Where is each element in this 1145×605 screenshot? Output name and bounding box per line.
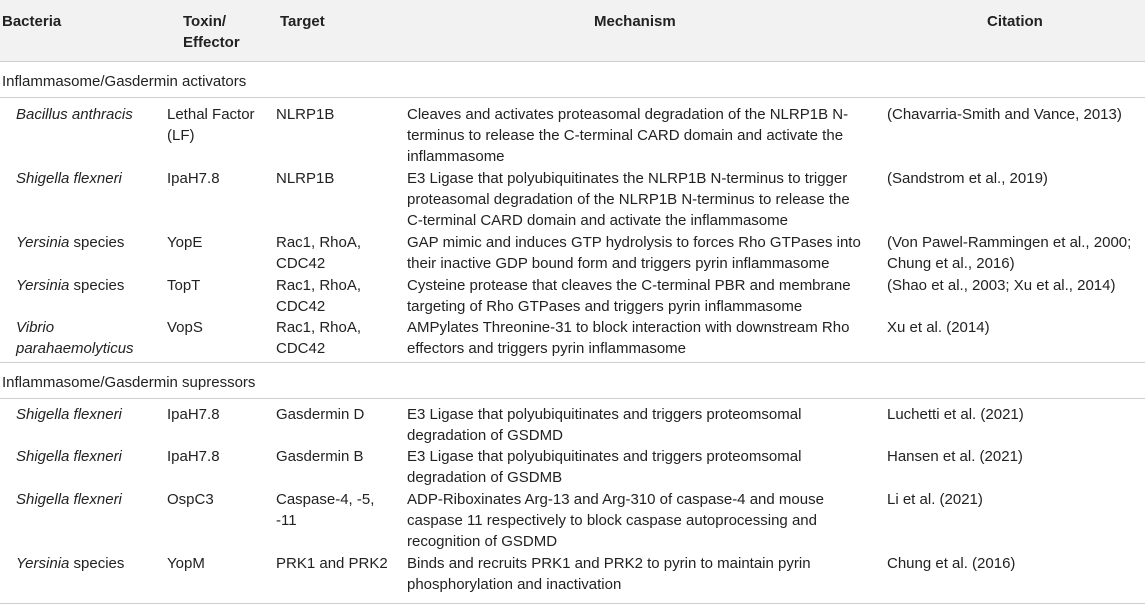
cell-bacteria [16, 275, 156, 296]
cell-bacteria: Vibrio parahaemolyticus [16, 319, 134, 357]
table-bottom-rule [0, 603, 1145, 604]
cell-bacteria [16, 232, 156, 253]
header-target: Target [280, 13, 325, 30]
cell-toxin: TopT [167, 277, 201, 294]
header-mechanism: Mechanism [594, 13, 676, 30]
cell-bacteria: Shigella flexneri [16, 491, 122, 508]
cell-target: Rac1, RhoA, CDC42 [276, 319, 362, 357]
cell-toxin: Lethal Factor (LF) [167, 106, 255, 144]
cell-toxin: IpaH7.8 [167, 448, 220, 465]
cell-citation: Li et al. (2021) [887, 491, 983, 508]
cell-mechanism: AMPylates Threonine-31 to block interaction with downstream Rho effectors and triggers pyrin inflammasome [407, 319, 850, 357]
cell-toxin: IpaH7.8 [167, 170, 220, 187]
cell-target: Gasdermin B [276, 448, 364, 465]
cell-toxin: YopM [167, 555, 205, 572]
cell-bacteria [16, 553, 156, 574]
genus-name: Yersinia [16, 555, 70, 572]
cell-bacteria: Shigella flexneri [16, 448, 122, 465]
cell-citation: (Von Pawel-Rammingen et al., 2000; Chung et al., 2016) [887, 234, 1132, 272]
cell-mechanism: Binds and recruits PRK1 and PRK2 to pyrin to maintain pyrin phosphorylation and inactivation [407, 555, 811, 593]
section-title: Inflammasome/Gasdermin supressors [2, 374, 256, 391]
cell-toxin: OspC3 [167, 491, 214, 508]
header-toxin-effector: Toxin/ Effector [183, 13, 240, 51]
cell-toxin: VopS [167, 319, 203, 336]
cell-mechanism: Cysteine protease that cleaves the C-terminal PBR and membrane targeting of Rho GTPases and triggers pyrin inflammasome [407, 277, 851, 315]
cell-bacteria: Shigella flexneri [16, 406, 122, 423]
cell-citation: (Chavarria-Smith and Vance, 2013) [887, 106, 1122, 123]
header-citation: Citation [987, 13, 1043, 30]
cell-mechanism: ADP-Riboxinates Arg-13 and Arg-310 of caspase-4 and mouse caspase 11 respectively to block caspase autoprocessing and recognition of GSDMD [407, 491, 824, 550]
cell-toxin: IpaH7.8 [167, 406, 220, 423]
cell-target: NLRP1B [276, 170, 335, 187]
cell-target: PRK1 and PRK2 [276, 555, 388, 572]
cell-bacteria: Bacillus anthracis [16, 106, 133, 123]
cell-citation: Hansen et al. (2021) [887, 448, 1023, 465]
section-suppressors [0, 362, 1145, 399]
cell-target: NLRP1B [276, 106, 335, 123]
species-suffix: species [69, 277, 125, 294]
cell-mechanism: Cleaves and activates proteasomal degradation of the NLRP1B N-terminus to release the C-terminal CARD domain and activate the inflammasome [407, 106, 849, 165]
cell-citation: (Sandstrom et al., 2019) [887, 170, 1048, 187]
cell-target: Rac1, RhoA, CDC42 [276, 277, 362, 315]
cell-target: Caspase-4, -5, -11 [276, 491, 375, 529]
cell-mechanism: E3 Ligase that polyubiquitinates and triggers proteomsomal degradation of GSDMB [407, 448, 802, 486]
cell-citation: Luchetti et al. (2021) [887, 406, 1024, 423]
cell-citation: (Shao et al., 2003; Xu et al., 2014) [887, 277, 1116, 294]
cell-mechanism: E3 Ligase that polyubiquitinates and triggers proteomsomal degradation of GSDMD [407, 406, 802, 444]
cell-bacteria: Shigella flexneri [16, 170, 122, 187]
cell-toxin: YopE [167, 234, 203, 251]
table-header [0, 0, 1145, 62]
species-suffix: species [69, 234, 125, 251]
cell-mechanism: GAP mimic and induces GTP hydrolysis to forces Rho GTPases into their inactive GDP bound form and triggers pyrin inflammasome [407, 234, 861, 272]
cell-citation: Chung et al. (2016) [887, 555, 1016, 572]
cell-citation: Xu et al. (2014) [887, 319, 990, 336]
section-activators [0, 62, 1145, 98]
cell-mechanism: E3 Ligase that polyubiquitinates the NLRP1B N-terminus to trigger proteasomal degradation of the NLRP1B N-terminus to release the C-terminal CARD domain and activate the inflammasome [407, 170, 850, 229]
header-bacteria: Bacteria [2, 13, 62, 30]
genus-name: Yersinia [16, 277, 70, 294]
section-title: Inflammasome/Gasdermin activators [2, 73, 247, 90]
cell-target: Gasdermin D [276, 406, 365, 423]
species-suffix: species [69, 555, 125, 572]
genus-name: Yersinia [16, 234, 70, 251]
cell-target: Rac1, RhoA, CDC42 [276, 234, 362, 272]
